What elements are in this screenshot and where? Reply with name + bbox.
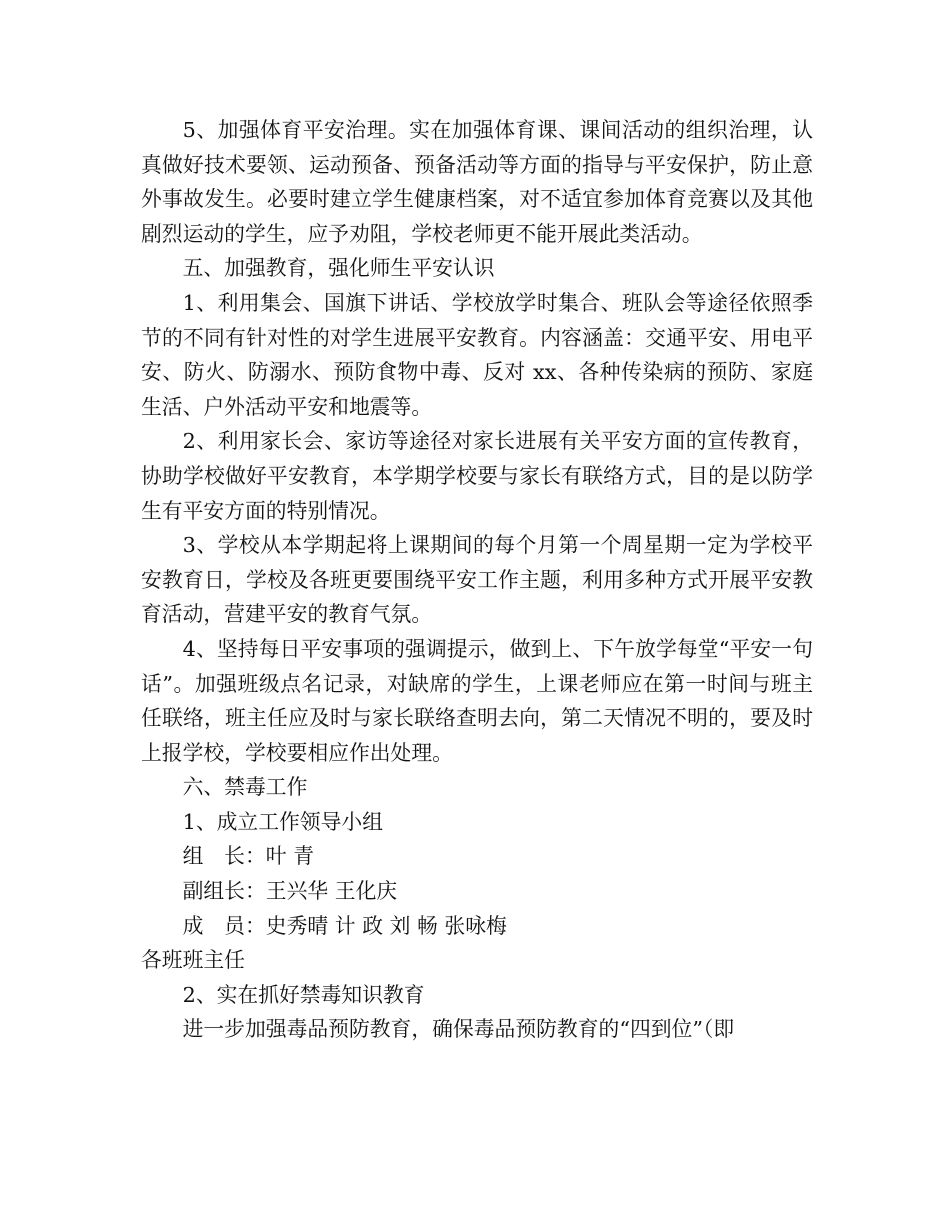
paragraph-drug-knowledge: 2、实在抓好禁毒知识教育 bbox=[182, 982, 425, 1007]
paragraph-prevention-education: 进一步加强毒品预防教育，确保毒品预防教育的“四到位”（即 bbox=[182, 1017, 735, 1042]
paragraph-sports-safety: 5、加强体育平安治理。实在加强体育课、课间活动的组织治理，认真做好技术要领、运动预备、预备活动等方面的指导与平安保护，防止意外事故发生。必要时建立学生健康档案，对不适宜参加体育竞赛以及其他剧烈运动的学生，应予劝阻，学校老师更不能开展此类活动。 bbox=[141, 118, 813, 246]
section-heading-education: 五、加强教育，强化师生平安认识 bbox=[182, 256, 495, 281]
members-line: 成 员：史秀晴 计 政 刘 畅 张咏梅 bbox=[182, 913, 507, 938]
paragraph-assembly-education: 1、利用集会、国旗下讲话、学校放学时集合、班队会等途径依照季节的不同有针对性的对学生进展平安教育。内容涵盖：交通平安、用电平安、防火、防溺水、预防食物中毒、反对 xx、各种传染病的预防、家庭生活、户外活动平安和地震等。 bbox=[141, 290, 813, 419]
deputy-leader-line: 副组长：王兴华 王化庆 bbox=[182, 879, 398, 904]
class-teachers-line: 各班班主任 bbox=[141, 948, 245, 973]
paragraph-daily-reminder: 4、坚持每日平安事项的强调提示，做到上、下午放学每堂“平安一句话”。加强班级点名记录，对缺席的学生，上课老师应在第一时间与班主任联络，班主任应及时与家长联络查明去向，第二天情况不明的，要及时上报学校，学校要相应作出处理。 bbox=[141, 636, 813, 765]
group-leader-line: 组 长：叶 青 bbox=[182, 844, 314, 869]
paragraph-leadership-group: 1、成立工作领导小组 bbox=[182, 809, 383, 834]
paragraph-parent-meetings: 2、利用家长会、家访等途径对家长进展有关平安方面的宣传教育，协助学校做好平安教育，本学期学校要与家长有联络方式，目的是以防学生有平安方面的特别情况。 bbox=[141, 429, 813, 523]
section-heading-anti-drug: 六、禁毒工作 bbox=[182, 775, 308, 800]
paragraph-safety-day: 3、学校从本学期起将上课期间的每个月第一个周星期一定为学校平安教育日，学校及各班更要围绕平安工作主题，利用多种方式开展平安教育活动，营建平安的教育气氛。 bbox=[141, 533, 813, 627]
document-body bbox=[141, 113, 813, 1047]
